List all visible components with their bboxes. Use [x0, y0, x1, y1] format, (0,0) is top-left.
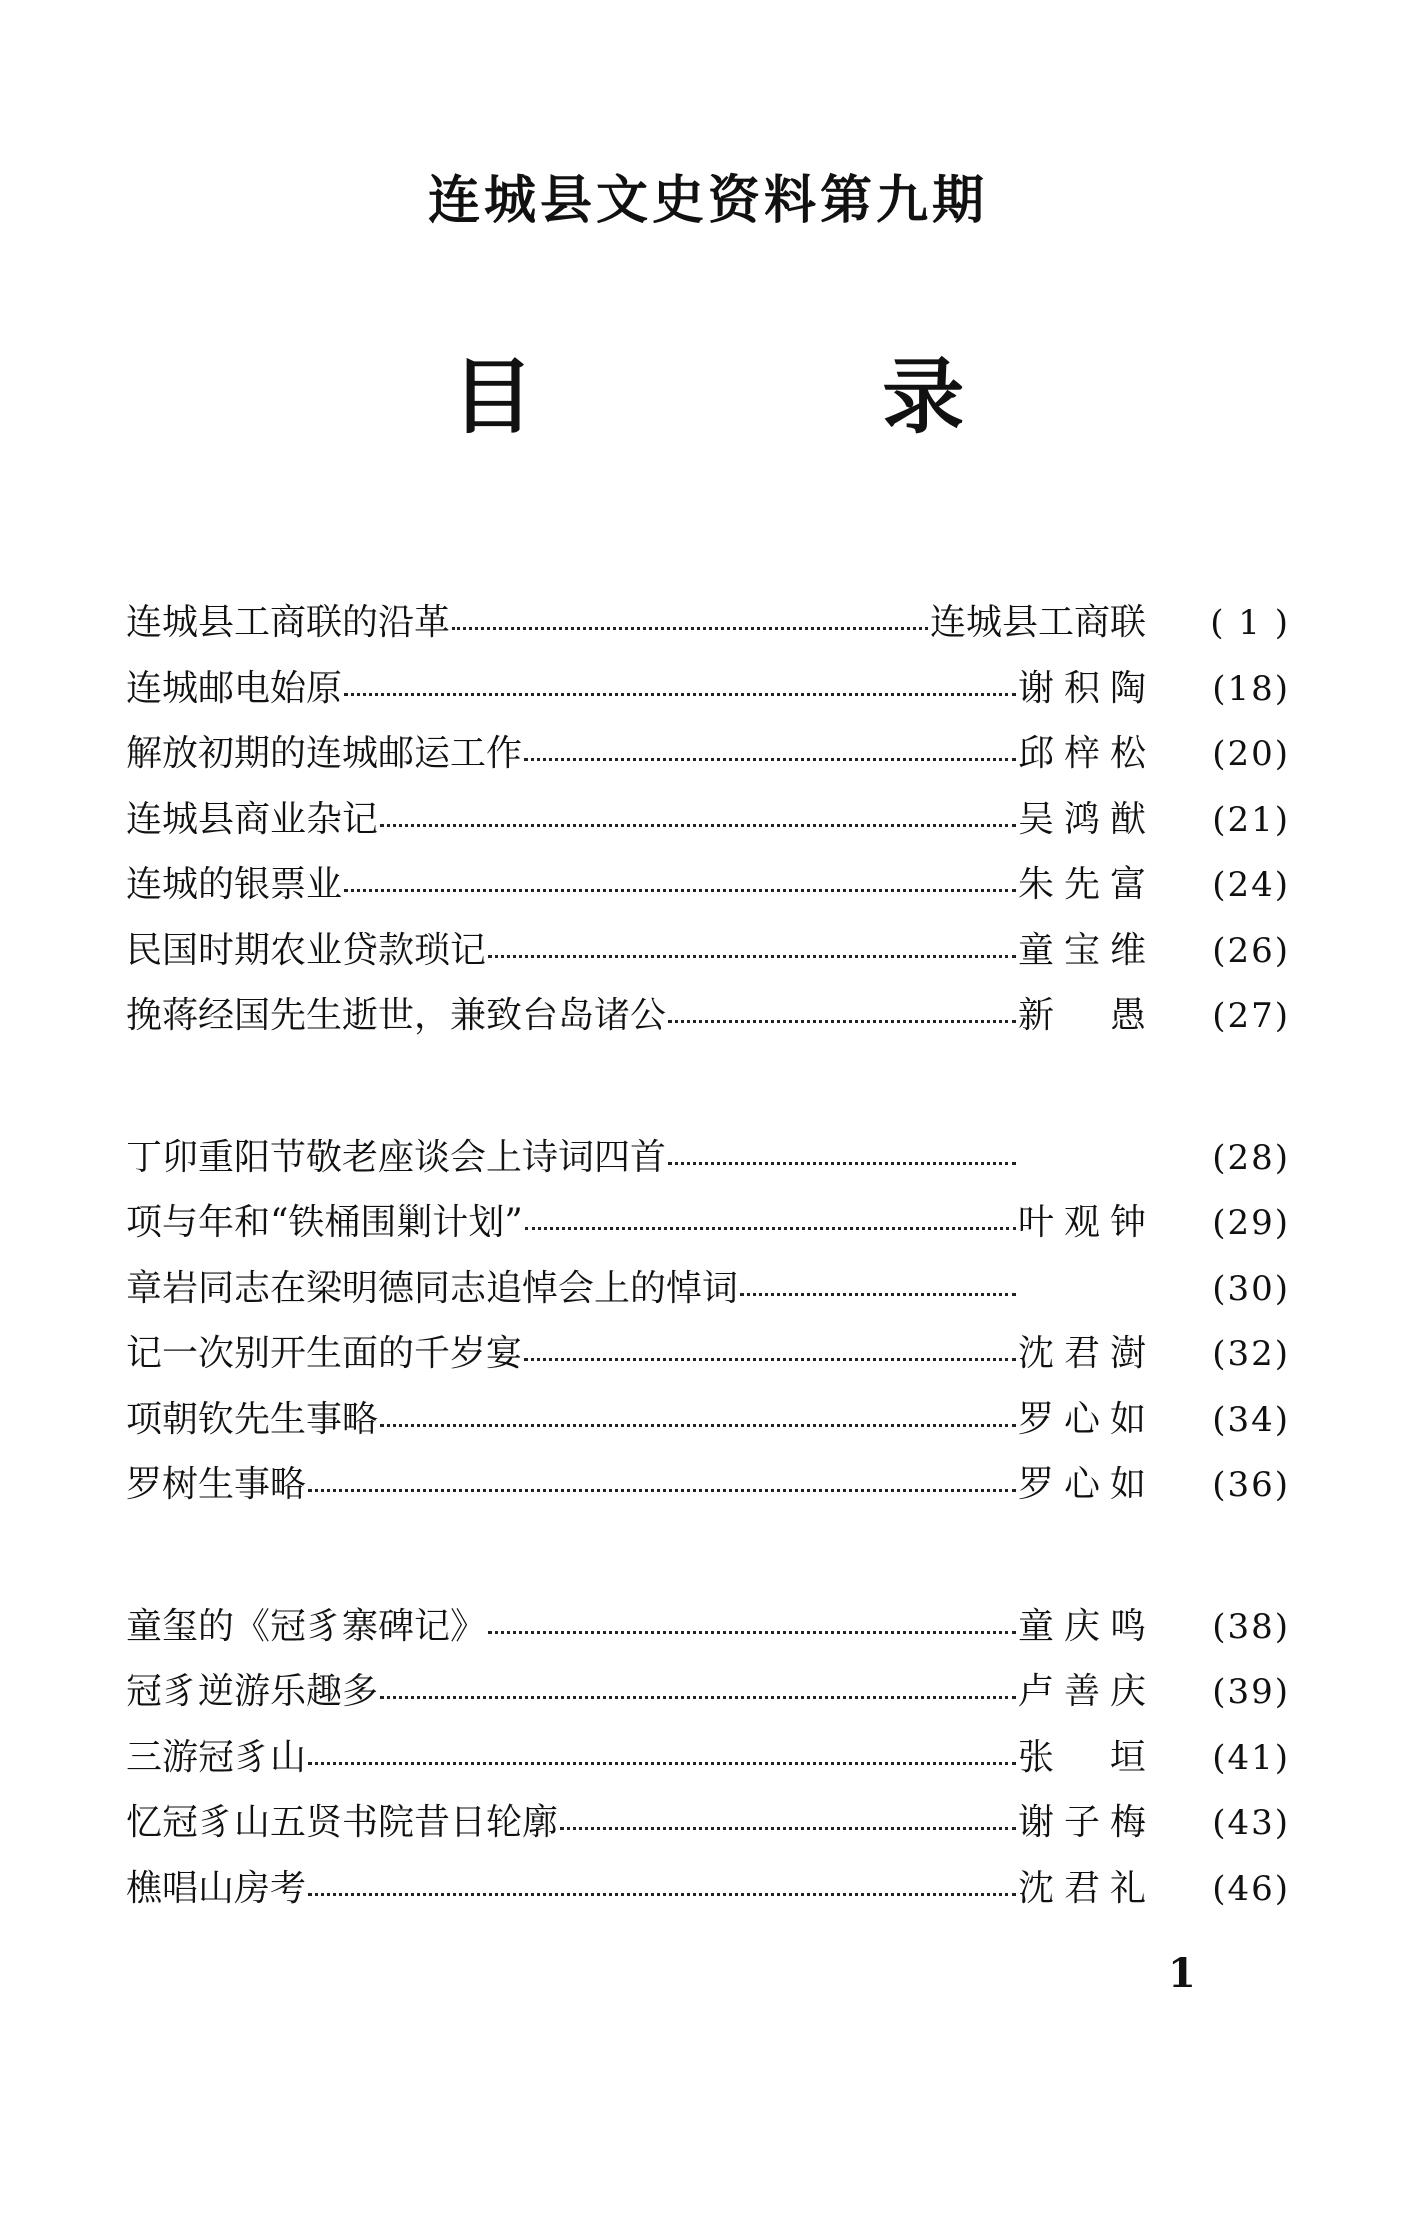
toc-entry-title: 连城的银票业: [126, 864, 343, 905]
toc-entry[interactable]: [126, 590, 1290, 656]
toc-entry[interactable]: [126, 852, 1290, 918]
dot-leader: [380, 1424, 1016, 1427]
toc-entry-title: 樵唱山房考: [126, 1867, 307, 1909]
toc-entry-author: 张 垣: [1018, 1736, 1146, 1778]
toc-entry-page: ( 1 ): [1210, 603, 1290, 643]
dot-leader: [308, 1893, 1016, 1896]
dot-leader: [668, 1020, 1016, 1023]
table-of-contents: [126, 590, 1290, 1921]
toc-entry-title: 项与年和“铁桶围剿计划”: [126, 1202, 523, 1243]
toc-entry[interactable]: [126, 656, 1290, 722]
toc-entry-author: 叶观钟: [1018, 1202, 1146, 1243]
toc-entry[interactable]: [126, 983, 1290, 1049]
toc-entry-page: (36): [1212, 1465, 1290, 1505]
dot-leader: [344, 889, 1016, 892]
toc-entry-title: 民国时期农业贷款琐记: [126, 929, 487, 971]
toc-entry[interactable]: [126, 1321, 1290, 1387]
toc-entry-page: (29): [1212, 1203, 1290, 1243]
toc-entry[interactable]: [126, 721, 1290, 787]
toc-entry-title: 冠豸逆游乐趣多: [126, 1671, 379, 1712]
toc-entry[interactable]: [126, 1452, 1290, 1518]
toc-entry-title: 连城县商业杂记: [126, 798, 379, 840]
toc-entry[interactable]: [126, 787, 1290, 853]
toc-entry[interactable]: [126, 1790, 1290, 1856]
toc-entry-page: (34): [1212, 1399, 1290, 1440]
toc-entry-author: 邱梓松: [1018, 733, 1146, 774]
dot-leader: [740, 1293, 1016, 1296]
toc-heading: 目 录: [451, 349, 1125, 445]
dot-leader: [668, 1162, 1016, 1165]
toc-entry-page: (26): [1212, 930, 1290, 971]
dot-leader: [524, 758, 1016, 761]
dot-leader: [344, 693, 1016, 696]
toc-entry[interactable]: [126, 1856, 1290, 1922]
toc-group: [126, 1594, 1290, 1922]
toc-entry-author: 谢子梅: [1018, 1802, 1146, 1843]
toc-entry-title: 连城县工商联的沿革: [126, 602, 451, 643]
toc-entry-title: 挽蒋经国先生逝世，兼致台岛诸公: [126, 995, 667, 1036]
dot-leader: [488, 955, 1016, 958]
dot-leader: [380, 1696, 1016, 1699]
toc-entry-page: (38): [1212, 1606, 1290, 1647]
toc-group: [126, 1125, 1290, 1518]
toc-entry-title: 罗树生事略: [126, 1464, 307, 1505]
toc-entry-author: 连城县工商联: [929, 602, 1146, 643]
toc-entry-author: 罗心如: [1018, 1464, 1146, 1505]
toc-entry[interactable]: [126, 1256, 1290, 1322]
toc-entry[interactable]: [126, 918, 1290, 984]
toc-entry-author: 童宝维: [1018, 929, 1146, 971]
toc-group: [126, 590, 1290, 1049]
dot-leader: [488, 1631, 1016, 1634]
dot-leader: [380, 824, 1016, 827]
toc-entry-page: (30): [1212, 1268, 1290, 1309]
toc-entry-page: (32): [1212, 1334, 1290, 1374]
toc-entry-author: 卢善庆: [1018, 1671, 1146, 1712]
toc-entry-page: (41): [1212, 1737, 1290, 1778]
toc-entry-author: 谢积陶: [1018, 667, 1146, 709]
toc-entry-title: 记一次别开生面的千岁宴: [126, 1333, 523, 1374]
toc-entry-title: 丁卯重阳节敬老座谈会上诗词四首: [126, 1136, 667, 1178]
toc-entry-title: 忆冠豸山五贤书院昔日轮廓: [126, 1802, 559, 1843]
toc-entry-page: (24): [1212, 865, 1290, 905]
dot-leader: [560, 1827, 1016, 1830]
toc-entry-page: (21): [1212, 799, 1290, 840]
toc-entry-title: 三游冠豸山: [126, 1736, 307, 1778]
toc-entry-page: (20): [1212, 734, 1290, 774]
toc-entry[interactable]: [126, 1659, 1290, 1725]
dot-leader: [525, 1227, 1016, 1230]
toc-entry-author: 童庆鸣: [1018, 1605, 1146, 1647]
page-number: 1: [1168, 1950, 1196, 1997]
dot-leader: [524, 1358, 1016, 1361]
toc-entry-title: 连城邮电始原: [126, 667, 343, 709]
toc-entry-author: 沈君澍: [1018, 1333, 1146, 1374]
toc-entry-title: 童玺的《冠豸寨碑记》: [126, 1605, 487, 1647]
toc-entry-page: (27): [1212, 996, 1290, 1036]
toc-entry-page: (43): [1212, 1803, 1290, 1843]
series-title: 连城县文史资料第九期: [427, 170, 988, 231]
toc-entry-page: (18): [1212, 668, 1290, 709]
toc-entry-title: 解放初期的连城邮运工作: [126, 733, 523, 774]
toc-entry-page: (39): [1212, 1672, 1290, 1712]
toc-entry[interactable]: [126, 1125, 1290, 1191]
dot-leader: [308, 1762, 1016, 1765]
toc-entry-page: (28): [1212, 1137, 1290, 1178]
toc-entry-author: 新 愚: [1018, 995, 1146, 1036]
dot-leader: [452, 627, 928, 630]
toc-entry-author: 沈君礼: [1018, 1867, 1146, 1909]
toc-entry[interactable]: [126, 1594, 1290, 1660]
toc-entry-author: 吴鸿猷: [1018, 798, 1146, 840]
toc-entry-title: 项朝钦先生事略: [126, 1398, 379, 1440]
toc-entry-page: (46): [1212, 1868, 1290, 1909]
toc-entry-title: 章岩同志在梁明德同志追悼会上的悼词: [126, 1267, 739, 1309]
dot-leader: [308, 1489, 1016, 1492]
toc-entry[interactable]: [126, 1387, 1290, 1453]
toc-entry[interactable]: [126, 1725, 1290, 1791]
toc-entry[interactable]: [126, 1190, 1290, 1256]
toc-entry-author: 朱先富: [1018, 864, 1146, 905]
toc-entry-author: 罗心如: [1018, 1398, 1146, 1440]
